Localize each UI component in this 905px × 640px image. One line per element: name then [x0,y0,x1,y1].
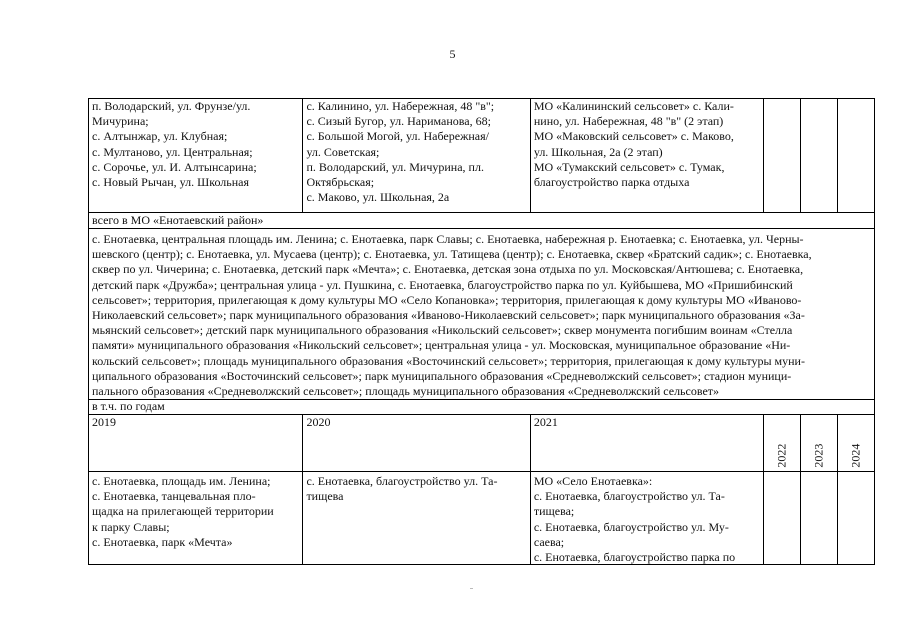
bottom-cell-col2 [302,472,529,564]
text-line: с. Новый Рычан, ул. Школьная [92,175,250,190]
text-line: детский парк «Дружба»; центральная улица - ул. Пушкина, с. Енотаевка, благоустройство парка по ул. Куйбышева, МО «Пришибинский [92,277,793,292]
text-line: с. Большой Могой, ул. Набережная/ [306,129,489,144]
text-line: с. Маково, ул. Школьная, 2а [306,190,450,205]
top-cell-col2 [302,99,529,212]
table-row-top [88,98,875,213]
text-line: п. Володарский, ул. Мичурина, пл. [306,159,484,174]
top-cell-col4 [763,99,800,212]
year-cell-vertical [837,415,874,471]
text-line: ул. Советская; [306,144,380,159]
text-line: сквер по ул. Чичерина; с. Енотаевка, детский парк «Мечта»; с. Енотаевка, детская зона отдыха по ул. Московская/Антюшева; с. Енотаевка, [92,262,804,277]
year-cell: 2020 [302,415,529,471]
program-table [88,98,875,565]
text-line: с. Алтынжар, ул. Клубная; [92,129,228,144]
text-line: с. Енотаевка, благоустройство ул. Та- [306,474,498,488]
text-line: с. Мултаново, ул. Центральная; [92,144,253,159]
text-line: с. Калинино, ул. Набережная, 48 "в"; [306,99,495,113]
text-line: кольский сельсовет»; площадь муниципального образования «Восточинский сельсовет»; территория, прилегающая к дому культуры муни- [92,353,805,368]
text-line: Октябрьская; [306,175,375,190]
text-line: п. Володарский, ул. Фрунзе/ул. [92,99,251,113]
page-number: 5 [449,47,456,61]
table-row-total-text [88,229,875,400]
text-line: саева; [533,534,565,549]
text-line: тищева; [533,504,575,519]
text-line: тищева [306,489,344,504]
bottom-cell-col3 [530,472,763,564]
text-line: МО «Маковский сельсовет» с. Маково, [533,129,734,144]
text-line: с. Енотаевка, благоустройство ул. Му- [533,519,729,534]
text-line: к парку Славы; [92,519,170,534]
text-line: шевского (центр); с. Енотаевка, ул. Мусаева (центр); с. Енотаевка, ул. Татищева (центр); с. Енотаевка, сквер «Братский садик»; с. Енотаевка, [92,247,812,262]
table-row-by-years [88,400,875,415]
text-line: ул. Школьная, 2а (2 этап) [533,144,663,159]
text-line: пального образования «Средневолжский сельсовет»; площадь муниципального образования «Средневолжский сельсовет» [92,384,720,399]
total-label: всего в МО «Енотаевский район» [92,213,264,227]
top-cell-col3 [530,99,763,212]
bottom-cell-col4 [763,472,800,564]
year-label: 2024 [848,443,863,468]
text-line: с. Енотаевка, благоустройство ул. Та- [533,489,725,504]
year-label: 2022 [774,443,789,468]
by-years-label: в т.ч. по годам [92,399,165,413]
text-line: с. Енотаевка, парк «Мечта» [92,534,233,549]
text-line: МО «Село Енотаевка»: [533,474,653,488]
text-line: с. Сизый Бугор, ул. Нариманова, 68; [306,114,491,129]
table-row-bottom [88,472,875,565]
text-line: памяти» муниципального образования «Никольский сельсовет»; центральная улица - ул. Московская, муниципальное образование «Ни- [92,338,791,353]
text-line: щадка на прилегающей территории [92,504,274,519]
text-line: нино, ул. Набережная, 48 "в" (2 этап) [533,114,724,129]
text-line: МО «Калининский сельсовет» с. Кали- [533,99,734,113]
text-line: с. Енотаевка, танцевальная пло- [92,489,256,504]
bottom-cell-col5 [800,472,837,564]
total-text [89,229,874,399]
year-cell: 2021 [530,415,763,471]
year-cell-vertical [800,415,837,471]
top-cell-col1 [89,99,302,212]
text-line: ципального образования «Восточинский сельсовет»; парк муниципального образования «Средневолжский сельсовет»; стадион муници- [92,368,792,383]
scan-speck [470,588,473,589]
top-cell-col5 [800,99,837,212]
text-line: Николаевский сельсовет»; парк муниципального образования «Иваново-Николаевский сельсовет»; парк муниципального образования «За- [92,308,805,323]
top-cell-col6 [837,99,874,212]
text-line: МО «Тумакский сельсовет» с. Тумак, [533,159,725,174]
text-line: с. Енотаевка, площадь им. Ленина; [92,474,271,488]
text-line: сельсовет»; территория, прилегающая к дому культуры МО «Село Копановка»; территория, прилегающая к дому культуры МО «Иваново- [92,292,802,307]
year-cell-vertical [763,415,800,471]
text-line: с. Енотаевка, центральная площадь им. Ленина; с. Енотаевка, парк Славы; с. Енотаевка, набережная р. Енотаевка; с. Енотаевка, ул. Черны- [92,232,804,246]
bottom-cell-col1 [89,472,302,564]
year-label: 2023 [811,443,826,468]
text-line: с. Енотаевка, благоустройство парка по [533,550,736,564]
year-cell: 2019 [92,415,116,429]
table-row-years [88,415,875,472]
text-line: с. Сорочье, ул. И. Алтынсарина; [92,159,257,174]
bottom-cell-col6 [837,472,874,564]
text-line: Мичурина; [92,114,149,129]
text-line: благоустройство парка отдыха [533,175,690,190]
table-row-total-label [88,213,875,229]
text-line: мьянский сельсовет»; детский парк муниципального образования «Никольский сельсовет»; сквер монумента погибшим воинам «Стелла [92,323,793,338]
